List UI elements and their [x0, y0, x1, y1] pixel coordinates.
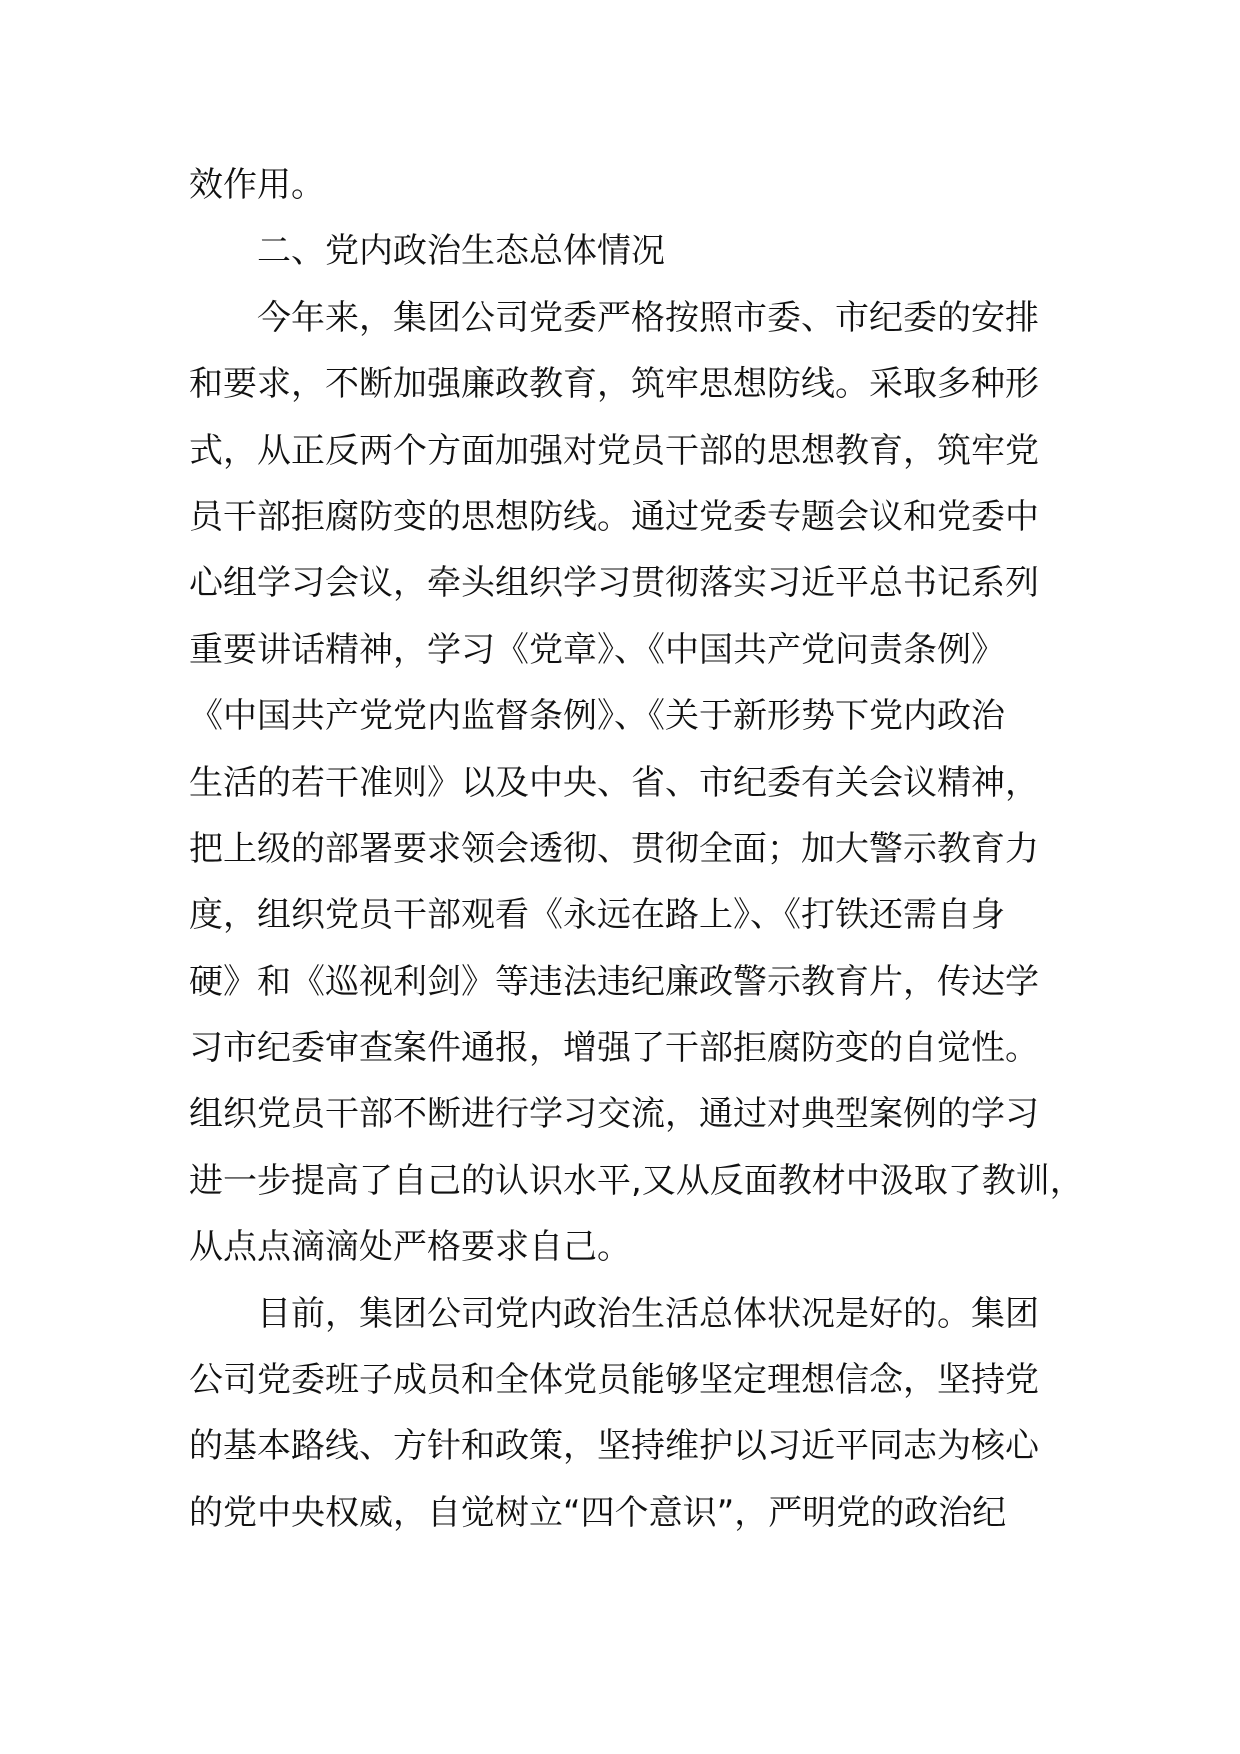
paragraph-start: 今年来，集团公司党委严格按照市委、市纪委的安排	[257, 297, 1039, 338]
paragraph-start: 目前，集团公司党内政治生活总体状况是好的。集团	[257, 1293, 1039, 1334]
text-line: 习市纪委审查案件通报，增强了干部拒腐防变的自觉性。	[189, 1028, 1039, 1069]
text-line: 组织党员干部不断进行学习交流，通过对典型案例的学习	[189, 1094, 1039, 1135]
text-line: 把上级的部署要求领会透彻、贯彻全面；加大警示教育力	[189, 828, 1039, 869]
text-line: 公司党委班子成员和全体党员能够坚定理想信念，坚持党	[189, 1360, 1039, 1401]
text-line: 式，从正反两个方面加强对党员干部的思想教育，筑牢党	[189, 430, 1039, 471]
body-text	[189, 152, 1084, 1546]
text-line: 生活的若干准则》以及中央、省、市纪委有关会议精神，	[189, 762, 1039, 803]
text-line: 重要讲话精神，学习《党章》、《中国共产党问责条例》	[189, 629, 1005, 670]
text-line: 的基本路线、方针和政策，坚持维护以习近平同志为核心	[189, 1426, 1039, 1467]
text-line: 进一步提高了自己的认识水平,又从反面教材中汲取了教训，	[189, 1160, 1084, 1201]
text-line: 度，组织党员干部观看《永远在路上》、《打铁还需自身	[189, 895, 1005, 936]
text-line: 和要求，不断加强廉政教育，筑牢思想防线。采取多种形	[189, 364, 1039, 405]
text-line: 的党中央权威，自觉树立“四个意识”，严明党的政治纪	[189, 1492, 1007, 1533]
text-line: 效作用。	[189, 165, 325, 205]
text-line: 硬》和《巡视利剑》等违法违纪廉政警示教育片，传达学	[189, 961, 1039, 1002]
text-line: 从点点滴滴处严格要求自己。	[189, 1227, 631, 1268]
text-line: 员干部拒腐防变的思想防线。通过党委专题会议和党委中	[189, 496, 1039, 537]
section-heading: 二、党内政治生态总体情况	[257, 231, 665, 272]
text-line: 《中国共产党党内监督条例》、《关于新形势下党内政治	[189, 696, 1005, 737]
text-line: 心组学习会议，牵头组织学习贯彻落实习近平总书记系列	[189, 563, 1039, 604]
